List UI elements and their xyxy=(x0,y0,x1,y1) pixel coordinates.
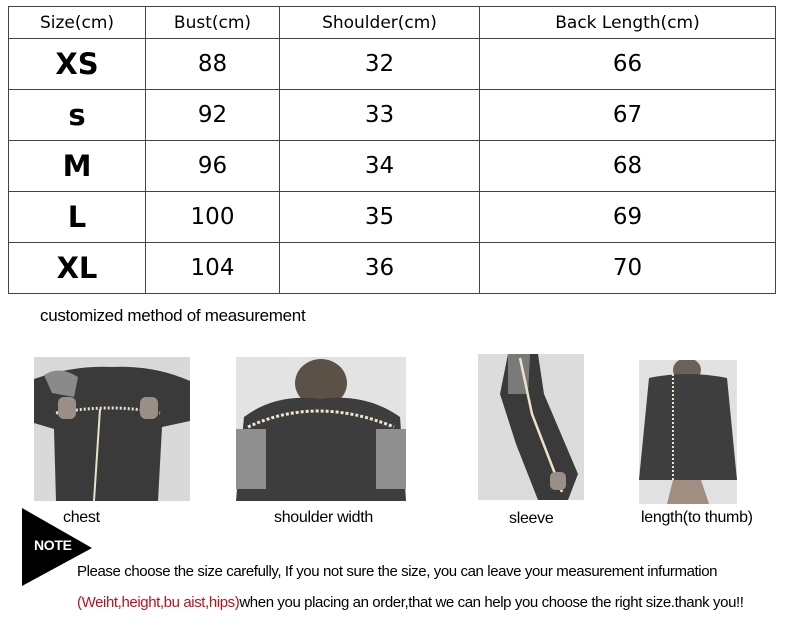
note-line-1: Please choose the size carefully, If you not sure the size, you can leave your measurement infurmation xyxy=(77,563,718,580)
length-measurement-photo xyxy=(639,360,737,504)
header-back-length: Back Length(cm) xyxy=(480,7,776,39)
size-cell: s xyxy=(9,90,146,141)
size-cell: M xyxy=(9,141,146,192)
back-length-cell: 66 xyxy=(480,39,776,90)
measurement-method-title: customized method of measurement xyxy=(40,306,306,325)
table-row xyxy=(9,90,776,141)
shoulder-cell: 32 xyxy=(280,39,480,90)
shoulder-measurement-photo xyxy=(236,357,406,501)
shoulder-cell: 36 xyxy=(280,243,480,294)
note-badge-label: NOTE xyxy=(34,537,72,553)
header-size: Size(cm) xyxy=(9,7,146,39)
header-shoulder: Shoulder(cm) xyxy=(280,7,480,39)
shoulder-cell: 34 xyxy=(280,141,480,192)
back-length-cell: 67 xyxy=(480,90,776,141)
chest-measurement-photo xyxy=(34,357,190,501)
bust-cell: 88 xyxy=(146,39,280,90)
shoulder-width-caption: shoulder width xyxy=(274,509,373,526)
table-row xyxy=(9,39,776,90)
back-length-cell: 68 xyxy=(480,141,776,192)
note-paren-close: ) xyxy=(234,594,240,611)
shoulder-cell: 35 xyxy=(280,192,480,243)
note-paren-open: ( xyxy=(77,594,82,611)
note-line-2 xyxy=(77,594,744,611)
bust-cell: 92 xyxy=(146,90,280,141)
length-caption: length(to thumb) xyxy=(641,509,753,526)
table-header-row xyxy=(9,7,776,39)
chest-caption: chest xyxy=(63,509,100,526)
back-length-cell: 70 xyxy=(480,243,776,294)
note-measurements-highlight: Weiht,height,bu aist,hips xyxy=(81,594,235,611)
shoulder-cell: 33 xyxy=(280,90,480,141)
bust-cell: 100 xyxy=(146,192,280,243)
header-bust: Bust(cm) xyxy=(146,7,280,39)
sleeve-measurement-photo xyxy=(478,354,584,500)
note-line-2-rest: when you placing an order,that we can help you choose the right size.thank you!! xyxy=(239,594,744,611)
bust-cell: 104 xyxy=(146,243,280,294)
sleeve-caption: sleeve xyxy=(509,510,554,527)
size-cell: XL xyxy=(9,243,146,294)
size-cell: XS xyxy=(9,39,146,90)
bust-cell: 96 xyxy=(146,141,280,192)
size-cell: L xyxy=(9,192,146,243)
table-row xyxy=(9,243,776,294)
table-row xyxy=(9,141,776,192)
table-row xyxy=(9,192,776,243)
back-length-cell: 69 xyxy=(480,192,776,243)
size-chart-table xyxy=(8,6,776,294)
